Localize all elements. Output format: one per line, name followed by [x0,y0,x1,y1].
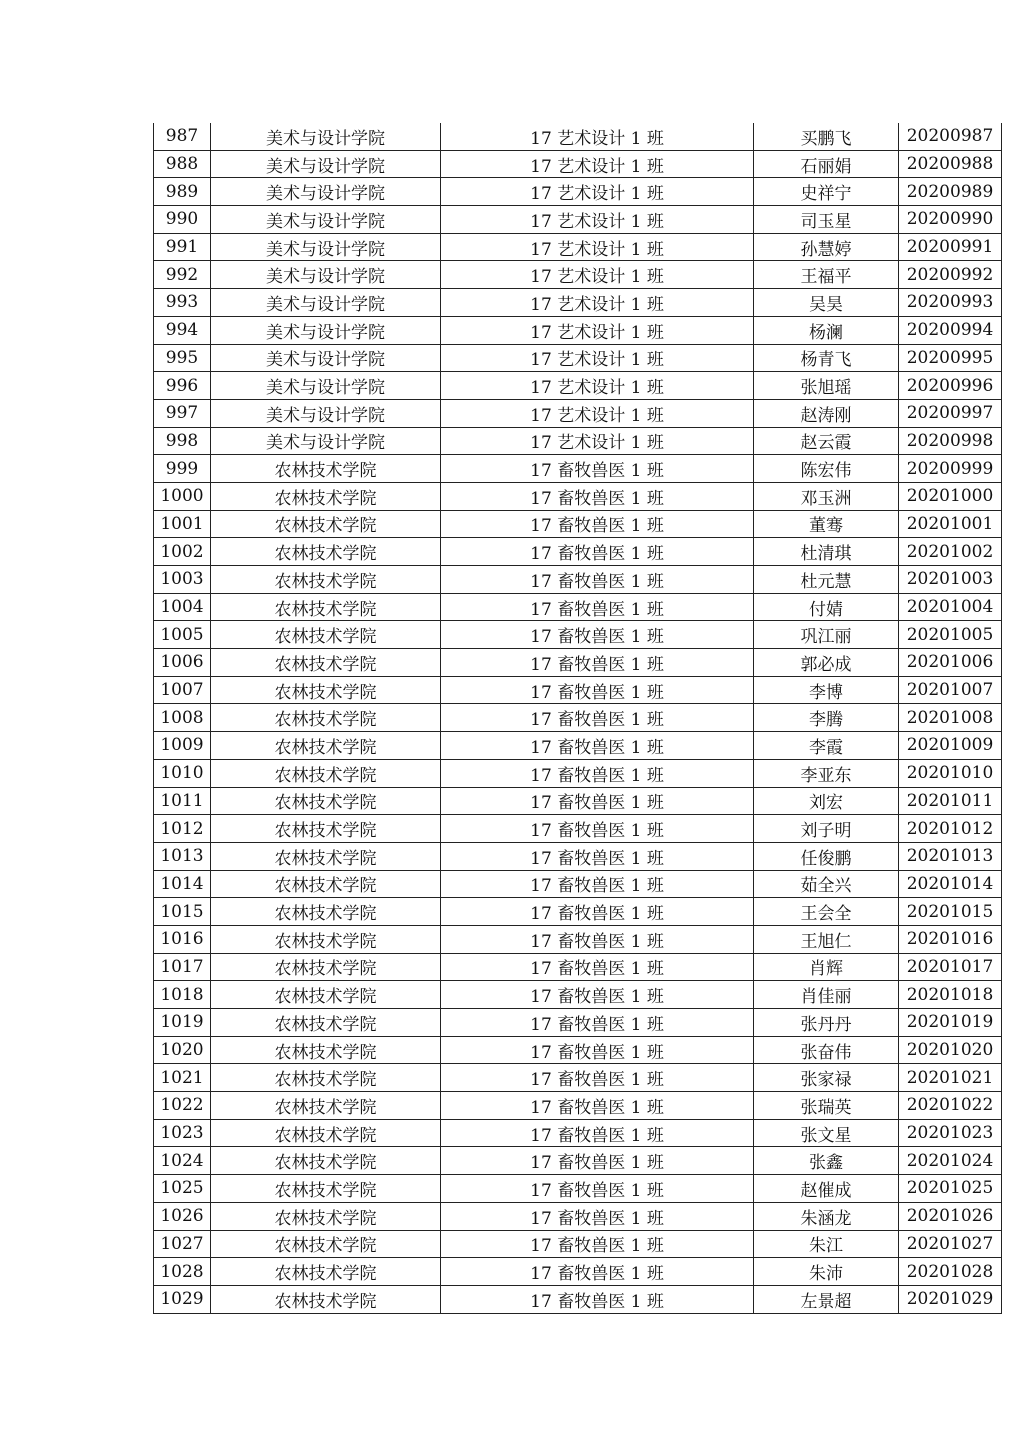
row-number-cell: 999 [154,455,211,483]
table-row [154,621,1002,649]
class-cell: 17 畜牧兽医 1 班 [441,1119,754,1147]
student-name-cell: 杜清琪 [754,538,899,566]
class-cell: 17 艺术设计 1 班 [441,261,754,289]
row-number-cell: 1014 [154,870,211,898]
student-id-cell: 20201023 [899,1119,1002,1147]
class-cell: 17 畜牧兽医 1 班 [441,1092,754,1120]
student-name-cell: 朱沛 [754,1258,899,1286]
row-number-cell: 1000 [154,482,211,510]
college-cell: 美术与设计学院 [211,427,441,455]
table-row [154,649,1002,677]
class-cell: 17 畜牧兽医 1 班 [441,1175,754,1203]
table-row [154,953,1002,981]
table-row [154,593,1002,621]
student-id-cell: 20201017 [899,953,1002,981]
student-name-cell: 张旭瑶 [754,372,899,400]
student-name-cell: 李亚东 [754,759,899,787]
table-row [154,787,1002,815]
student-name-cell: 王福平 [754,261,899,289]
college-cell: 农林技术学院 [211,981,441,1009]
college-cell: 农林技术学院 [211,566,441,594]
table-row [154,372,1002,400]
college-cell: 美术与设计学院 [211,316,441,344]
class-cell: 17 艺术设计 1 班 [441,289,754,317]
table-row [154,1258,1002,1286]
student-name-cell: 刘子明 [754,815,899,843]
row-number-cell: 1010 [154,759,211,787]
college-cell: 农林技术学院 [211,1064,441,1092]
class-cell: 17 畜牧兽医 1 班 [441,1285,754,1313]
student-name-cell: 张鑫 [754,1147,899,1175]
row-number-cell: 1019 [154,1009,211,1037]
table-row [154,1230,1002,1258]
college-cell: 农林技术学院 [211,1285,441,1313]
student-name-cell: 张瑞英 [754,1092,899,1120]
row-number-cell: 993 [154,289,211,317]
student-id-cell: 20200991 [899,233,1002,261]
student-id-cell: 20201018 [899,981,1002,1009]
row-number-cell: 1029 [154,1285,211,1313]
class-cell: 17 艺术设计 1 班 [441,123,754,150]
student-name-cell: 刘宏 [754,787,899,815]
student-id-cell: 20201003 [899,566,1002,594]
class-cell: 17 畜牧兽医 1 班 [441,455,754,483]
row-number-cell: 1021 [154,1064,211,1092]
student-id-cell: 20201002 [899,538,1002,566]
student-name-cell: 邓玉洲 [754,482,899,510]
class-cell: 17 艺术设计 1 班 [441,233,754,261]
college-cell: 农林技术学院 [211,953,441,981]
class-cell: 17 畜牧兽医 1 班 [441,621,754,649]
student-id-cell: 20201029 [899,1285,1002,1313]
table-row [154,732,1002,760]
table-row [154,206,1002,234]
row-number-cell: 992 [154,261,211,289]
table-row [154,150,1002,178]
student-id-cell: 20201007 [899,676,1002,704]
college-cell: 美术与设计学院 [211,261,441,289]
student-name-cell: 赵催成 [754,1175,899,1203]
student-id-cell: 20201006 [899,649,1002,677]
student-id-cell: 20201015 [899,898,1002,926]
row-number-cell: 1005 [154,621,211,649]
class-cell: 17 艺术设计 1 班 [441,372,754,400]
college-cell: 美术与设计学院 [211,372,441,400]
student-id-cell: 20200990 [899,206,1002,234]
class-cell: 17 畜牧兽医 1 班 [441,649,754,677]
student-id-cell: 20201014 [899,870,1002,898]
student-name-cell: 杨澜 [754,316,899,344]
row-number-cell: 1001 [154,510,211,538]
student-id-cell: 20200992 [899,261,1002,289]
student-id-cell: 20201004 [899,593,1002,621]
table-row [154,1285,1002,1313]
student-id-cell: 20200996 [899,372,1002,400]
table-row [154,925,1002,953]
row-number-cell: 1017 [154,953,211,981]
student-id-cell: 20201027 [899,1230,1002,1258]
table-row [154,815,1002,843]
student-id-cell: 20200999 [899,455,1002,483]
college-cell: 农林技术学院 [211,510,441,538]
student-id-cell: 20201011 [899,787,1002,815]
student-id-cell: 20200993 [899,289,1002,317]
student-name-cell: 王会全 [754,898,899,926]
college-cell: 农林技术学院 [211,1258,441,1286]
row-number-cell: 996 [154,372,211,400]
college-cell: 农林技术学院 [211,1175,441,1203]
student-id-cell: 20200997 [899,399,1002,427]
student-name-cell: 左景超 [754,1285,899,1313]
row-number-cell: 1011 [154,787,211,815]
table-row [154,344,1002,372]
student-name-cell: 史祥宁 [754,178,899,206]
college-cell: 美术与设计学院 [211,399,441,427]
class-cell: 17 艺术设计 1 班 [441,399,754,427]
college-cell: 农林技术学院 [211,1230,441,1258]
college-cell: 美术与设计学院 [211,233,441,261]
student-name-cell: 李博 [754,676,899,704]
college-cell: 农林技术学院 [211,1036,441,1064]
row-number-cell: 995 [154,344,211,372]
college-cell: 美术与设计学院 [211,178,441,206]
student-name-cell: 任俊鹏 [754,842,899,870]
class-cell: 17 畜牧兽医 1 班 [441,1230,754,1258]
table-row [154,676,1002,704]
roster-body [154,123,1002,1313]
student-id-cell: 20201016 [899,925,1002,953]
class-cell: 17 畜牧兽医 1 班 [441,1147,754,1175]
table-row [154,261,1002,289]
student-name-cell: 朱涵龙 [754,1202,899,1230]
student-name-cell: 吴昊 [754,289,899,317]
student-name-cell: 朱江 [754,1230,899,1258]
row-number-cell: 988 [154,150,211,178]
college-cell: 农林技术学院 [211,1092,441,1120]
college-cell: 农林技术学院 [211,649,441,677]
student-name-cell: 张家禄 [754,1064,899,1092]
class-cell: 17 畜牧兽医 1 班 [441,732,754,760]
row-number-cell: 1006 [154,649,211,677]
student-id-cell: 20201000 [899,482,1002,510]
table-row [154,1009,1002,1037]
row-number-cell: 997 [154,399,211,427]
table-row [154,233,1002,261]
college-cell: 美术与设计学院 [211,123,441,150]
class-cell: 17 艺术设计 1 班 [441,178,754,206]
table-row [154,399,1002,427]
row-number-cell: 998 [154,427,211,455]
table-row [154,566,1002,594]
table-row [154,898,1002,926]
table-row [154,510,1002,538]
class-cell: 17 畜牧兽医 1 班 [441,925,754,953]
row-number-cell: 1015 [154,898,211,926]
student-id-cell: 20201010 [899,759,1002,787]
row-number-cell: 1002 [154,538,211,566]
college-cell: 农林技术学院 [211,704,441,732]
college-cell: 农林技术学院 [211,621,441,649]
college-cell: 农林技术学院 [211,455,441,483]
college-cell: 农林技术学院 [211,842,441,870]
student-id-cell: 20201020 [899,1036,1002,1064]
class-cell: 17 畜牧兽医 1 班 [441,842,754,870]
student-id-cell: 20200995 [899,344,1002,372]
student-name-cell: 董骞 [754,510,899,538]
class-cell: 17 艺术设计 1 班 [441,206,754,234]
college-cell: 农林技术学院 [211,787,441,815]
class-cell: 17 畜牧兽医 1 班 [441,510,754,538]
student-name-cell: 张奋伟 [754,1036,899,1064]
student-id-cell: 20200998 [899,427,1002,455]
student-id-cell: 20201008 [899,704,1002,732]
row-number-cell: 1012 [154,815,211,843]
row-number-cell: 1027 [154,1230,211,1258]
table-row [154,289,1002,317]
row-number-cell: 1004 [154,593,211,621]
row-number-cell: 994 [154,316,211,344]
row-number-cell: 1020 [154,1036,211,1064]
table-row [154,455,1002,483]
class-cell: 17 畜牧兽医 1 班 [441,815,754,843]
college-cell: 农林技术学院 [211,815,441,843]
class-cell: 17 艺术设计 1 班 [441,344,754,372]
class-cell: 17 畜牧兽医 1 班 [441,1036,754,1064]
student-name-cell: 孙慧婷 [754,233,899,261]
row-number-cell: 1003 [154,566,211,594]
student-id-cell: 20201021 [899,1064,1002,1092]
college-cell: 美术与设计学院 [211,344,441,372]
college-cell: 农林技术学院 [211,538,441,566]
class-cell: 17 艺术设计 1 班 [441,316,754,344]
table-row [154,482,1002,510]
student-name-cell: 陈宏伟 [754,455,899,483]
class-cell: 17 畜牧兽医 1 班 [441,981,754,1009]
row-number-cell: 1016 [154,925,211,953]
class-cell: 17 畜牧兽医 1 班 [441,1258,754,1286]
college-cell: 美术与设计学院 [211,150,441,178]
student-id-cell: 20201009 [899,732,1002,760]
class-cell: 17 畜牧兽医 1 班 [441,953,754,981]
row-number-cell: 1025 [154,1175,211,1203]
college-cell: 农林技术学院 [211,1202,441,1230]
student-id-cell: 20200988 [899,150,1002,178]
class-cell: 17 畜牧兽医 1 班 [441,593,754,621]
student-id-cell: 20200989 [899,178,1002,206]
college-cell: 农林技术学院 [211,1147,441,1175]
row-number-cell: 1023 [154,1119,211,1147]
row-number-cell: 989 [154,178,211,206]
table-row [154,1147,1002,1175]
student-id-cell: 20200987 [899,123,1002,150]
student-name-cell: 王旭仁 [754,925,899,953]
row-number-cell: 1018 [154,981,211,1009]
college-cell: 美术与设计学院 [211,206,441,234]
table-row [154,178,1002,206]
table-row [154,1064,1002,1092]
row-number-cell: 1024 [154,1147,211,1175]
row-number-cell: 1028 [154,1258,211,1286]
student-name-cell: 张丹丹 [754,1009,899,1037]
college-cell: 农林技术学院 [211,1009,441,1037]
student-name-cell: 李腾 [754,704,899,732]
student-name-cell: 肖辉 [754,953,899,981]
table-row [154,1036,1002,1064]
student-name-cell: 巩江丽 [754,621,899,649]
student-id-cell: 20201005 [899,621,1002,649]
college-cell: 农林技术学院 [211,898,441,926]
student-name-cell: 杨青飞 [754,344,899,372]
table-row [154,427,1002,455]
row-number-cell: 1008 [154,704,211,732]
class-cell: 17 艺术设计 1 班 [441,150,754,178]
table-row [154,842,1002,870]
student-id-cell: 20201024 [899,1147,1002,1175]
student-name-cell: 张文星 [754,1119,899,1147]
class-cell: 17 畜牧兽医 1 班 [441,759,754,787]
college-cell: 农林技术学院 [211,925,441,953]
student-name-cell: 李霞 [754,732,899,760]
student-id-cell: 20201001 [899,510,1002,538]
student-name-cell: 赵云霞 [754,427,899,455]
college-cell: 农林技术学院 [211,593,441,621]
table-row [154,538,1002,566]
student-id-cell: 20201026 [899,1202,1002,1230]
class-cell: 17 畜牧兽医 1 班 [441,566,754,594]
class-cell: 17 畜牧兽医 1 班 [441,676,754,704]
college-cell: 农林技术学院 [211,676,441,704]
student-name-cell: 司玉星 [754,206,899,234]
row-number-cell: 987 [154,123,211,150]
row-number-cell: 990 [154,206,211,234]
student-name-cell: 付婧 [754,593,899,621]
table-row [154,870,1002,898]
table-row [154,704,1002,732]
class-cell: 17 畜牧兽医 1 班 [441,1202,754,1230]
student-id-cell: 20200994 [899,316,1002,344]
student-id-cell: 20201019 [899,1009,1002,1037]
student-id-cell: 20201025 [899,1175,1002,1203]
student-name-cell: 郭必成 [754,649,899,677]
student-name-cell: 肖佳丽 [754,981,899,1009]
college-cell: 美术与设计学院 [211,289,441,317]
class-cell: 17 畜牧兽医 1 班 [441,704,754,732]
row-number-cell: 1022 [154,1092,211,1120]
table-row [154,759,1002,787]
student-id-cell: 20201022 [899,1092,1002,1120]
student-id-cell: 20201013 [899,842,1002,870]
class-cell: 17 畜牧兽医 1 班 [441,1009,754,1037]
student-name-cell: 杜元慧 [754,566,899,594]
table-row [154,1175,1002,1203]
college-cell: 农林技术学院 [211,482,441,510]
college-cell: 农林技术学院 [211,732,441,760]
class-cell: 17 畜牧兽医 1 班 [441,870,754,898]
table-row [154,981,1002,1009]
row-number-cell: 1013 [154,842,211,870]
student-name-cell: 石丽娟 [754,150,899,178]
college-cell: 农林技术学院 [211,870,441,898]
row-number-cell: 991 [154,233,211,261]
table-row [154,316,1002,344]
row-number-cell: 1007 [154,676,211,704]
student-roster-table [153,123,1002,1314]
table-row [154,123,1002,150]
college-cell: 农林技术学院 [211,759,441,787]
student-id-cell: 20201028 [899,1258,1002,1286]
class-cell: 17 畜牧兽医 1 班 [441,898,754,926]
table-row [154,1119,1002,1147]
class-cell: 17 畜牧兽医 1 班 [441,787,754,815]
student-name-cell: 茹全兴 [754,870,899,898]
row-number-cell: 1009 [154,732,211,760]
student-name-cell: 买鹏飞 [754,123,899,150]
student-id-cell: 20201012 [899,815,1002,843]
table-row [154,1092,1002,1120]
class-cell: 17 艺术设计 1 班 [441,427,754,455]
row-number-cell: 1026 [154,1202,211,1230]
college-cell: 农林技术学院 [211,1119,441,1147]
table-row [154,1202,1002,1230]
class-cell: 17 畜牧兽医 1 班 [441,538,754,566]
student-name-cell: 赵涛刚 [754,399,899,427]
class-cell: 17 畜牧兽医 1 班 [441,482,754,510]
class-cell: 17 畜牧兽医 1 班 [441,1064,754,1092]
